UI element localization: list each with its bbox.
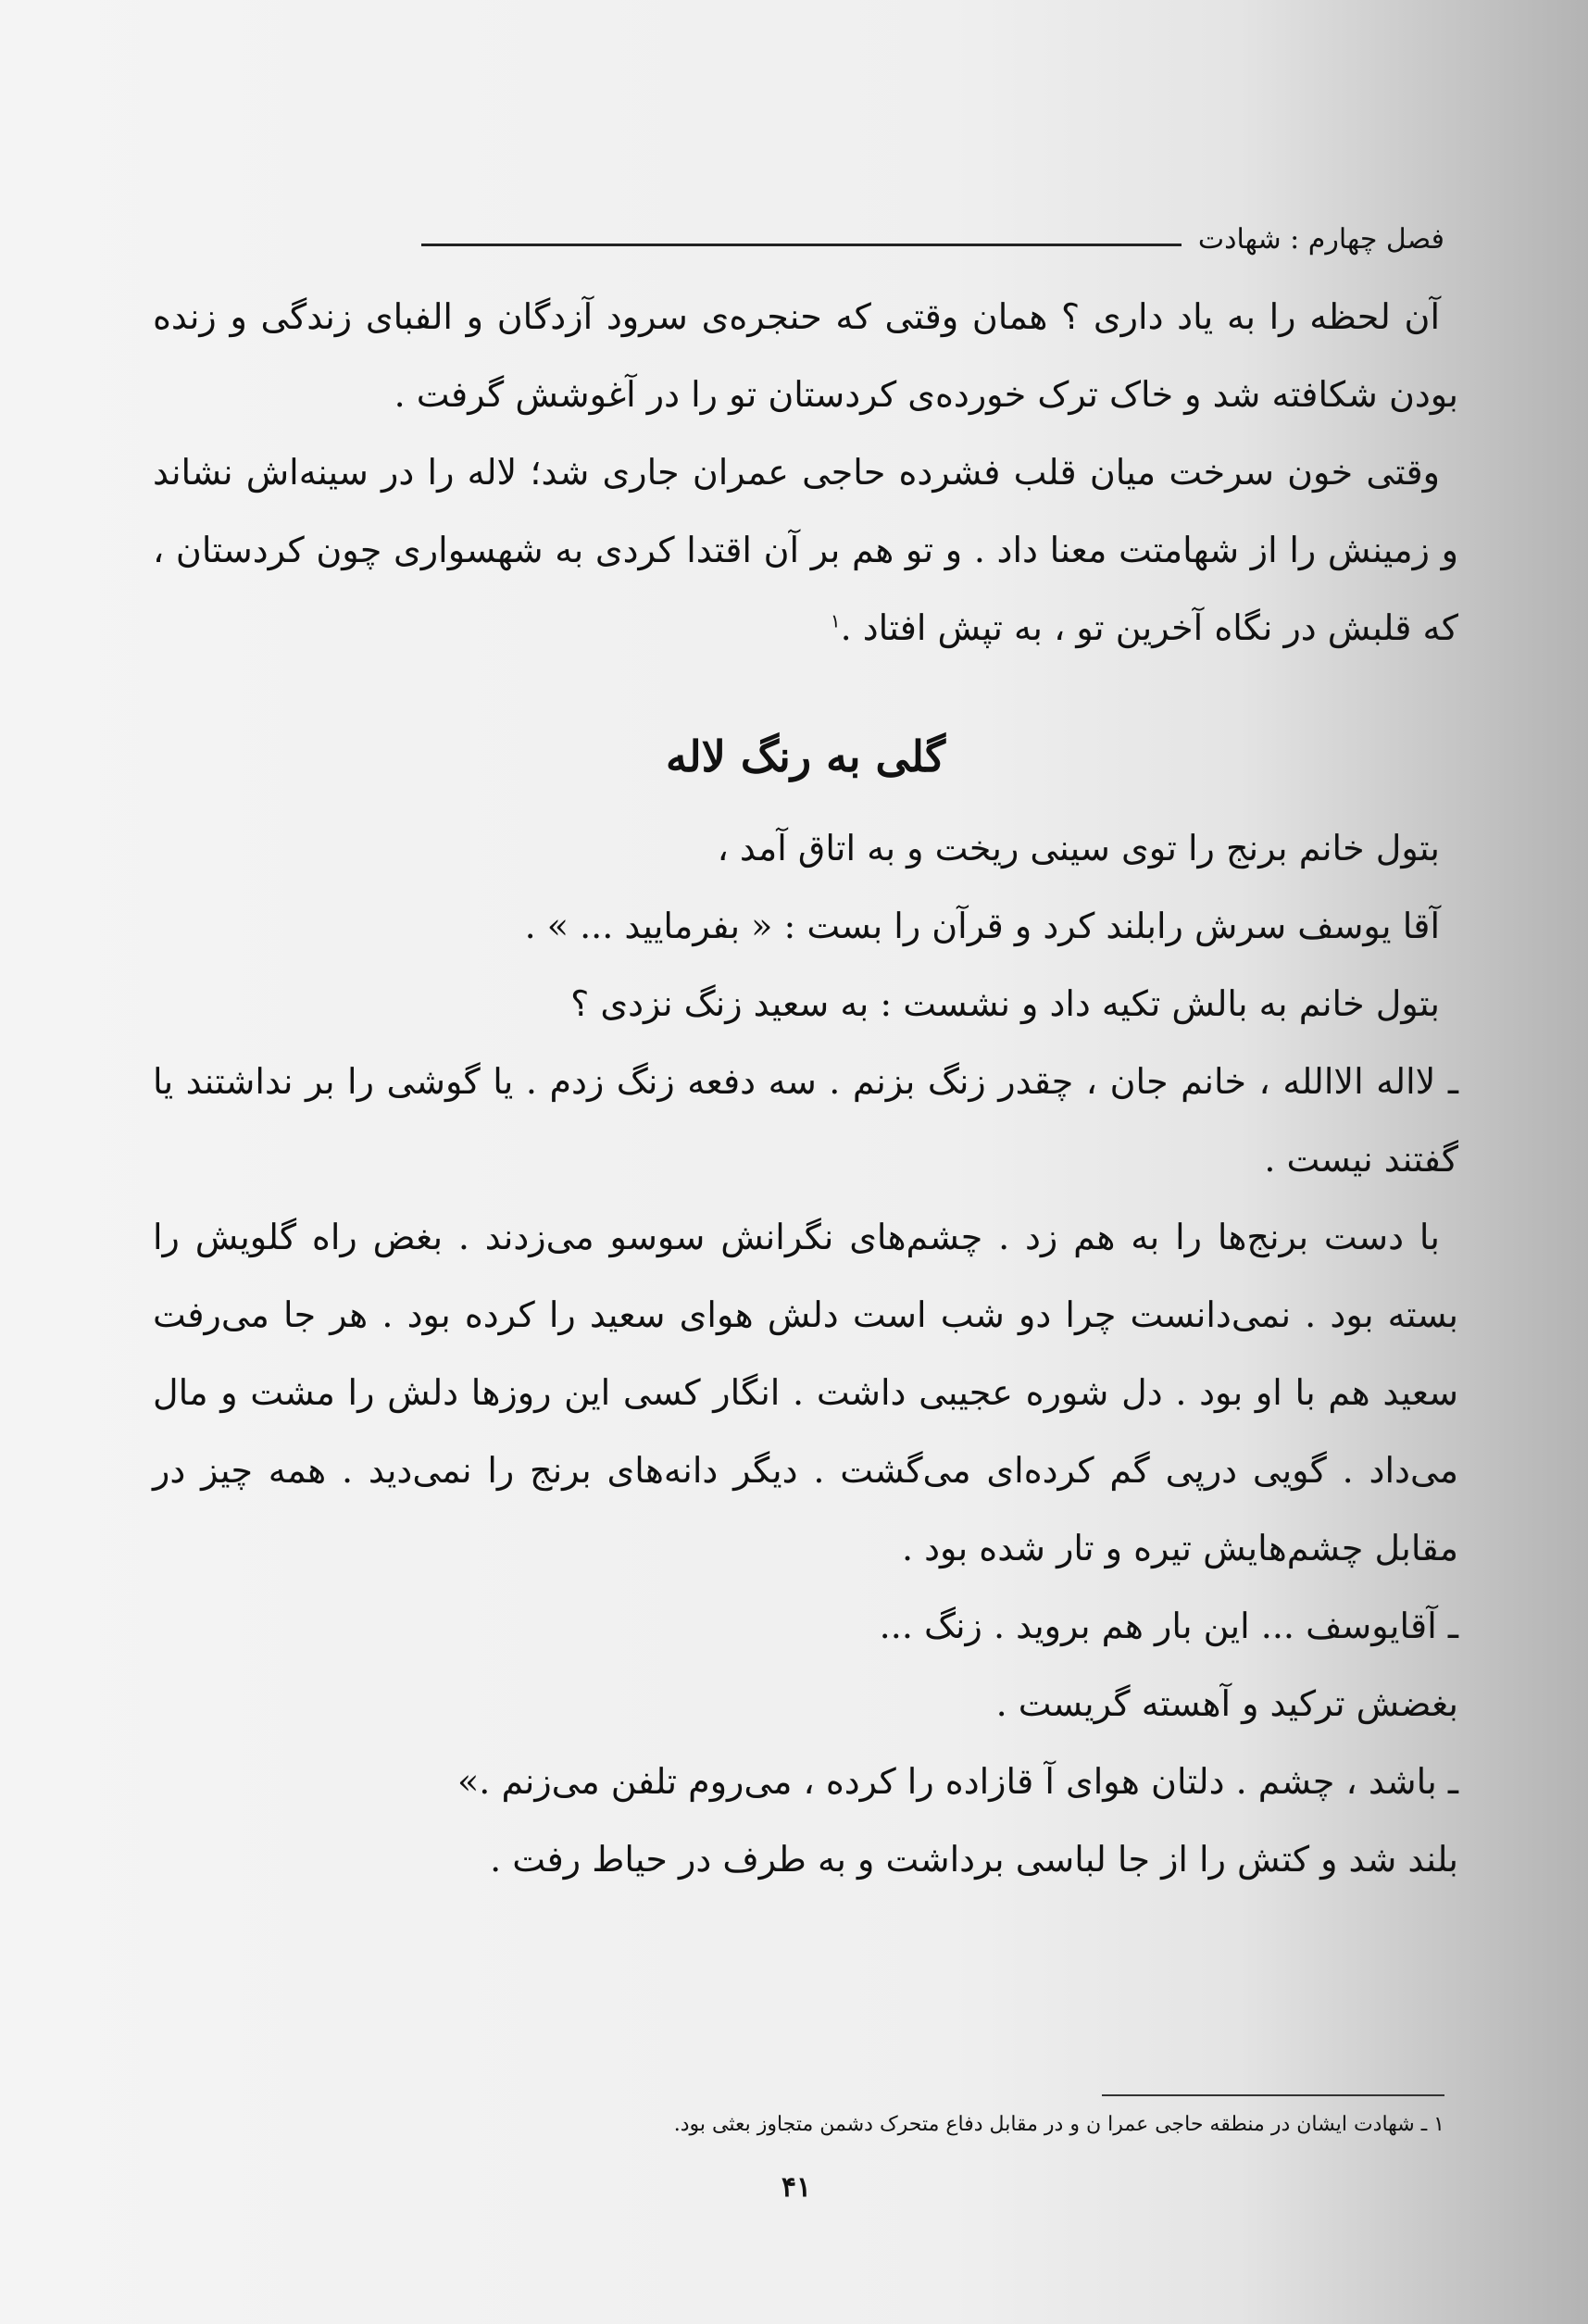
header-rule: [421, 244, 1182, 246]
paragraph: ـ باشد ، چشم . دلتان هوای آ قازاده را کرده ، می‌روم تلفن می‌زنم .»: [457, 1761, 1458, 1802]
paragraph: بلند شد و کتش را از جا لباسی برداشت و به طرف در حیاط رفت .: [490, 1839, 1458, 1880]
section-title: گلی به رنگ لاله: [665, 731, 946, 781]
paragraph: ـ لااله الاالله ، خانم جان ، چقدر زنگ بزنم . سه دفعه زنگ زدم . یا گوشی را بر نداشتند یا گفتند نیست .: [153, 1061, 1458, 1180]
paragraph: بتول خانم برنج را توی سینی ریخت و به اتاق آمد ،: [717, 828, 1440, 868]
paragraph: با دست برنج‌ها را به هم زد . چشم‌های نگرانش سوسو می‌زدند . بغض راه گلویش را بسته بود . نمی‌دانست چرا دو شب است دلش هوای سعید را کرده بود . هر جا می‌رفت سعید هم با او بود . دل شوره عجیبی داشت . انگار کسی این روزها دلش را مشت و مال می‌داد . گویی درپی گم کرده‌ای می‌گشت . دیگر دانه‌های برنج را نمی‌دید . همه چیز در مقابل چشم‌هایش تیره و تار شده بود .: [153, 1217, 1458, 1568]
footnote-rule: [1102, 2094, 1444, 2096]
running-header: [421, 211, 1444, 267]
footnote: ۱ ـ شهادت ایشان در منطقه حاجی عمرا ن و در مقابل دفاع متحرک دشمن متجاوز بعثی بود.: [673, 2113, 1444, 2136]
paragraph: آن لحظه را به یاد داری ؟ همان وقتی که حنجره‌ی سرود آزدگان و الفبای زندگی و زنده بودن شکافته شد و خاک ترک خورده‌ی کردستان تو را در آغوشش گرفت .: [153, 296, 1458, 415]
chapter-title: فصل چهارم : شهادت: [1197, 222, 1444, 256]
paragraph: بتول خانم به بالش تکیه داد و نشست : به سعید زنگ نزدی ؟: [570, 983, 1440, 1024]
footnote-marker: ۱: [830, 609, 841, 632]
paragraph: آقا یوسف سرش رابلند کرد و قرآن را بست : « بفرمایید ... » .: [524, 906, 1440, 946]
paragraph-text: وقتی خون سرخت میان قلب فشرده حاجی عمران جاری شد؛ لاله را در سینه‌اش نشاند و زمینش را از شهامتت معنا داد . و تو هم بر آن اقتدا کردی به شهسواری چون کردستان ، که قلبش در نگاه آخرین تو ، به تپش افتاد .: [153, 452, 1458, 648]
paragraph-with-footnote: [153, 433, 1458, 667]
paragraph: بغضش ترکید و آهسته گریست .: [995, 1683, 1458, 1724]
paragraph: ـ آقایوسف ... این بار هم بروید . زنگ ...: [879, 1606, 1458, 1646]
page-number: ۴۱: [781, 2171, 812, 2204]
page-body: [153, 278, 1458, 1898]
